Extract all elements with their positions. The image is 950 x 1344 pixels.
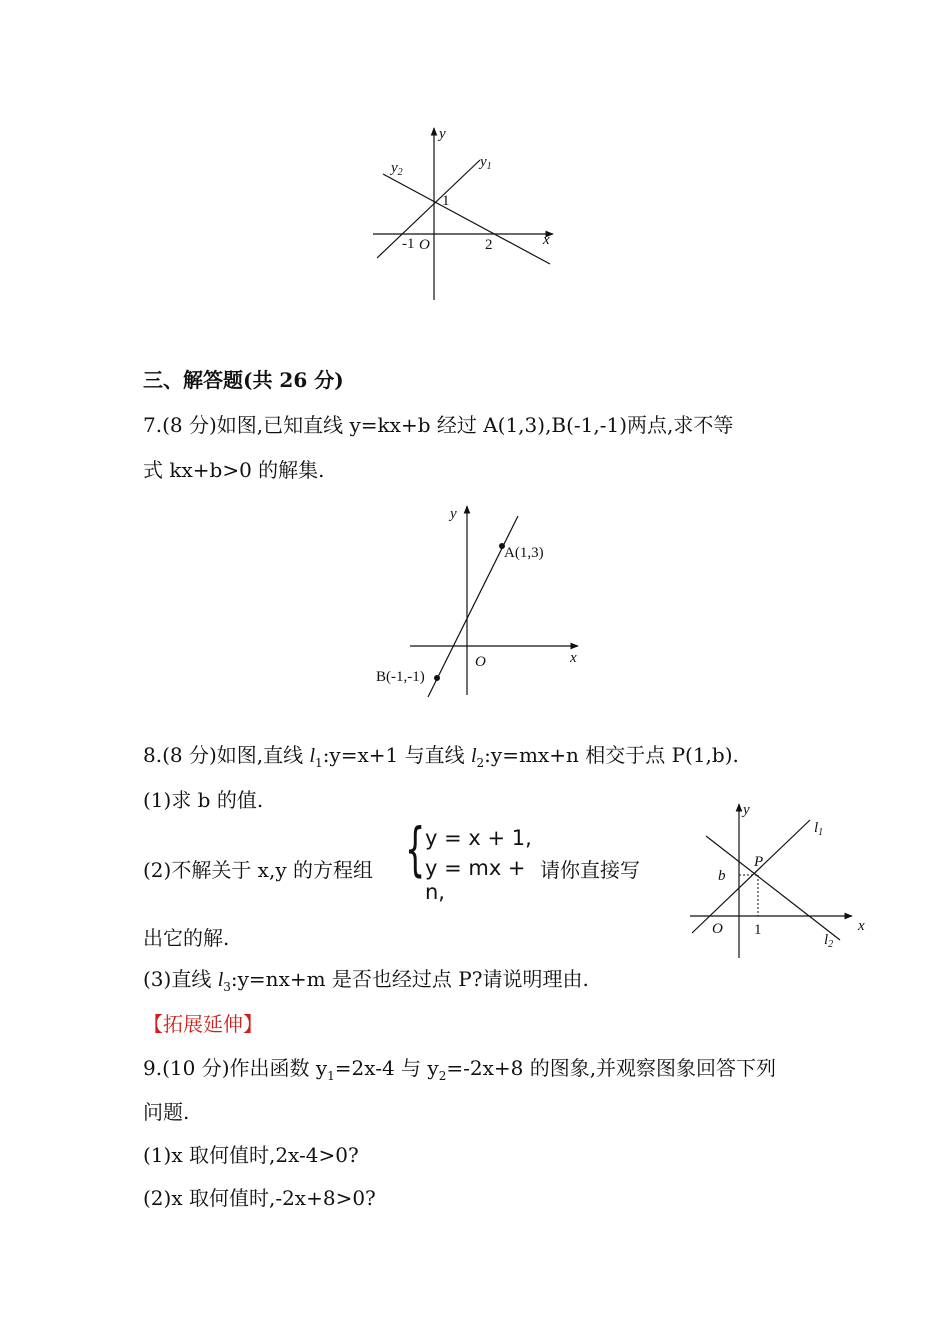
line-l2 (706, 836, 840, 940)
q9-line-2: 问题. (143, 1100, 190, 1124)
p-label: P (754, 854, 764, 870)
tick-label-one: 1 (442, 193, 450, 209)
l1-label: $l_1$ (814, 820, 824, 838)
line-y1-label: $y_1$ (480, 154, 492, 172)
q7-line-2: 式 kx+b>0 的解集. (143, 458, 325, 482)
section-3-heading: 三、解答题(共 26 分) (143, 368, 344, 392)
b-label: b (718, 868, 726, 884)
q8-part-1: (1)求 b 的值. (143, 788, 264, 812)
tick-label-two: 2 (485, 237, 493, 253)
y-axis-label: y (450, 506, 457, 522)
point-b-label: B(-1,-1) (376, 669, 425, 685)
origin-label: O (475, 654, 486, 670)
system-row-1: y = x + 1, (425, 826, 532, 850)
system-row-2: y = mx + n, (425, 856, 526, 904)
q8-part-3: (3)直线 $l_3:y=nx+m$ 是否也经过点 P?请说明理由. (143, 967, 589, 994)
q9-part-1: (1)x 取何值时,2x-4>0? (143, 1143, 359, 1167)
y-axis-label: y (439, 126, 446, 142)
origin-label: O (419, 237, 430, 253)
q8-part-2-tail: 请你直接写 (540, 858, 640, 882)
figure-q8-graph (688, 800, 878, 960)
q8-part-2-cont: 出它的解. (143, 926, 230, 950)
q9-part-2: (2)x 取何值时,-2x+8>0? (143, 1186, 376, 1210)
l2-label: $l_2$ (824, 932, 834, 950)
q8-line-1: 8.(8 分)如图,直线 $l_1:y=x+1$ 与直线 $l_2:y=mx+n$ 相交于点 P(1,b). (143, 743, 739, 770)
figure-1-graph (365, 120, 565, 305)
x-axis-label: x (570, 650, 577, 666)
q8-part-2-lead: (2)不解关于 x,y 的方程组 (143, 858, 373, 882)
q7-line-1: 7.(8 分)如图,已知直线 y=kx+b 经过 A(1,3),B(-1,-1)两点,求不等 (143, 413, 734, 437)
extension-heading: 【拓展延伸】 (143, 1012, 263, 1036)
origin-label: O (712, 921, 723, 937)
tick-label-one: 1 (754, 922, 762, 938)
q9-line-1: 9.(10 分)作出函数 $y_1=2x-4$ 与 $y_2=-2x+8$ 的图象,并观察图象回答下列 (143, 1056, 777, 1083)
y-axis-label: y (743, 802, 750, 818)
x-axis-label: x (543, 232, 550, 248)
equation-system (405, 815, 545, 904)
figure-q7-graph (370, 500, 590, 700)
tick-label-minus-one: -1 (402, 236, 415, 252)
point-b (434, 675, 440, 681)
point-a-label: A(1,3) (504, 545, 544, 561)
line-y2-label: $y_2$ (391, 160, 403, 178)
x-axis-label: x (858, 918, 865, 934)
system-brace: { (405, 815, 426, 883)
line-y-kx-b (428, 516, 518, 697)
